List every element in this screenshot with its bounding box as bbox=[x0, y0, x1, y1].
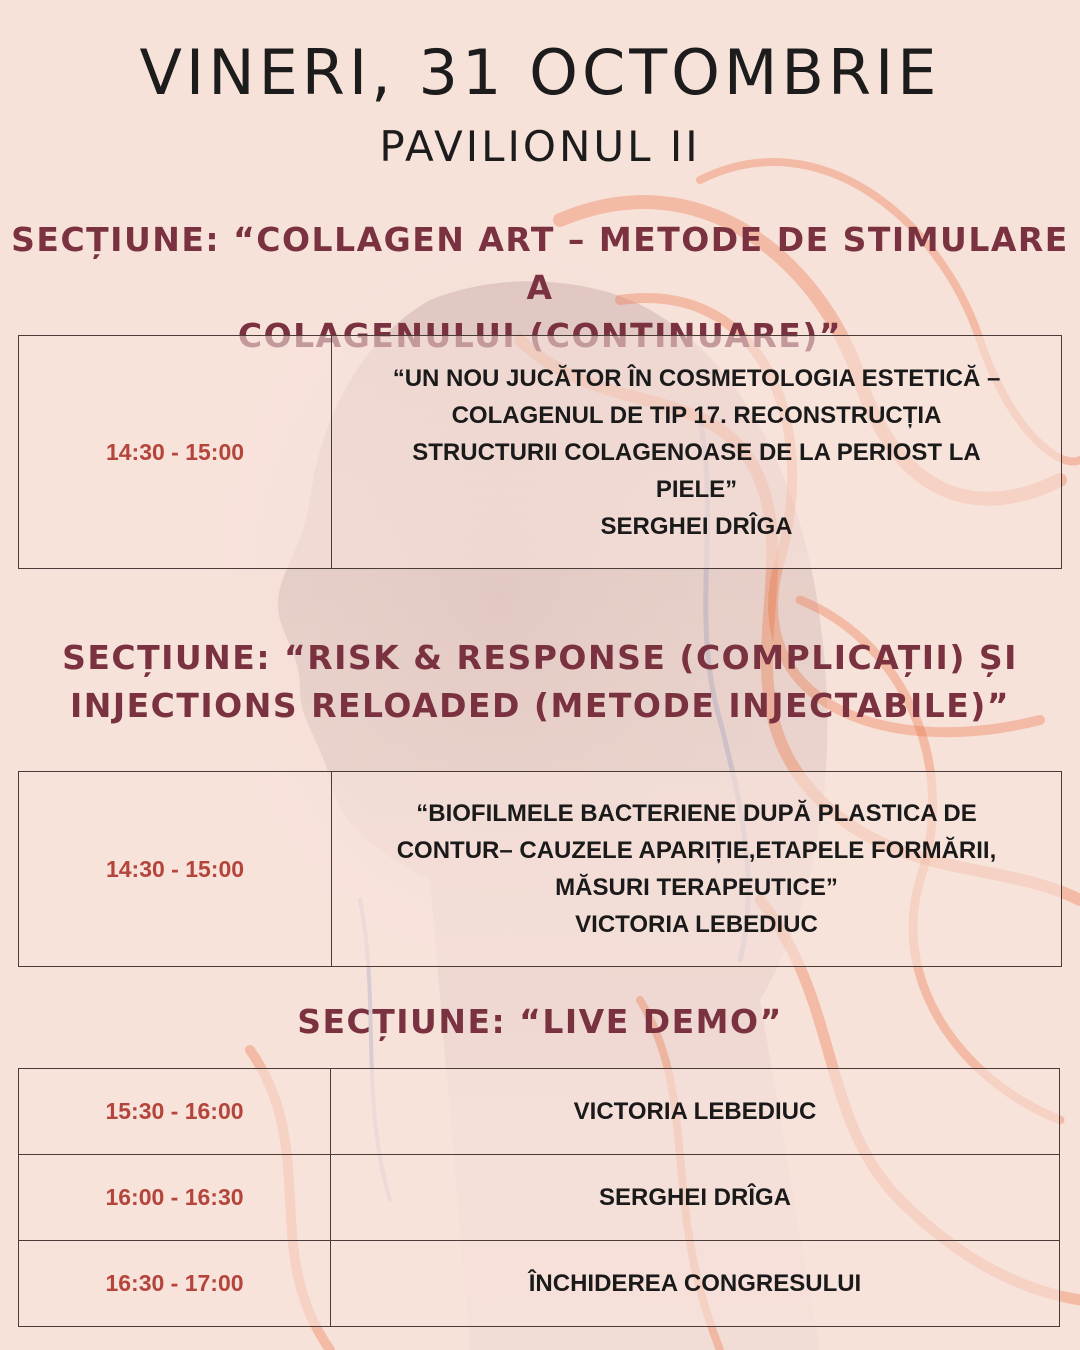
schedule-table-live-demo bbox=[18, 1068, 1060, 1327]
time-cell bbox=[19, 772, 332, 967]
time-cell bbox=[19, 1241, 331, 1327]
session-time: 16:00 - 16:30 bbox=[105, 1184, 244, 1210]
table-row bbox=[19, 1241, 1060, 1327]
table-row bbox=[19, 336, 1062, 569]
talk-cell bbox=[332, 772, 1062, 967]
table-row bbox=[19, 1155, 1060, 1241]
talk-cell bbox=[332, 336, 1062, 569]
speaker-name: SERGHEI DRÎGA bbox=[598, 1183, 792, 1211]
time-cell bbox=[19, 1155, 331, 1241]
talk-title-line: “UN NOU JUCĂTOR ÎN COSMETOLOGIA ESTETICĂ – bbox=[392, 364, 1001, 392]
session-time: 16:30 - 17:00 bbox=[105, 1270, 244, 1296]
talk-title-line: “BIOFILMELE BACTERIENE DUPĂ PLASTICA DE bbox=[416, 800, 977, 827]
talk-title-line: PIELE” bbox=[655, 475, 738, 503]
time-cell bbox=[19, 1069, 331, 1155]
speaker-cell bbox=[331, 1155, 1060, 1241]
session-time: 14:30 - 15:00 bbox=[105, 855, 245, 882]
speaker-cell bbox=[331, 1241, 1060, 1327]
speaker-cell bbox=[331, 1069, 1060, 1155]
schedule-table-risk-response bbox=[18, 771, 1062, 967]
talk-title-line: COLAGENUL DE TIP 17. RECONSTRUCȚIA bbox=[451, 401, 942, 429]
section-heading-live-demo bbox=[10, 998, 1070, 1046]
table-row bbox=[19, 772, 1062, 967]
speaker-name: SERGHEI DRÎGA bbox=[600, 512, 793, 540]
page-title: VINERI, 31 OCTOMBRIE bbox=[139, 36, 941, 109]
heading-line: SECȚIUNE: “RISK & RESPONSE (COMPLICAȚII) ȘI bbox=[62, 638, 1018, 677]
heading-line: SECȚIUNE: “COLLAGEN ART – METODE DE STIMULARE A bbox=[11, 220, 1069, 307]
heading-line: INJECTIONS RELOADED (METODE INJECTABILE)” bbox=[69, 686, 1011, 725]
section-heading-risk-response bbox=[10, 634, 1070, 730]
talk-title-line: MĂSURI TERAPEUTICE” bbox=[555, 874, 838, 901]
page-subtitle: PAVILIONUL II bbox=[379, 122, 701, 171]
time-cell bbox=[19, 336, 332, 569]
talk-title-line: STRUCTURII COLAGENOASE DE LA PERIOST LA bbox=[412, 438, 981, 466]
table-row bbox=[19, 1069, 1060, 1155]
speaker-name: VICTORIA LEBEDIUC bbox=[573, 1097, 817, 1125]
heading-line: SECȚIUNE: “LIVE DEMO” bbox=[297, 1002, 783, 1041]
session-time: 14:30 - 15:00 bbox=[105, 438, 245, 465]
speaker-name: VICTORIA LEBEDIUC bbox=[575, 911, 818, 938]
talk-title-line: CONTUR– CAUZELE APARIȚIE,ETAPELE FORMĂRII, bbox=[396, 837, 997, 864]
closing-label: ÎNCHIDEREA CONGRESULUI bbox=[528, 1269, 862, 1297]
session-time: 15:30 - 16:00 bbox=[105, 1098, 244, 1124]
schedule-table-collagen-art bbox=[18, 335, 1062, 569]
